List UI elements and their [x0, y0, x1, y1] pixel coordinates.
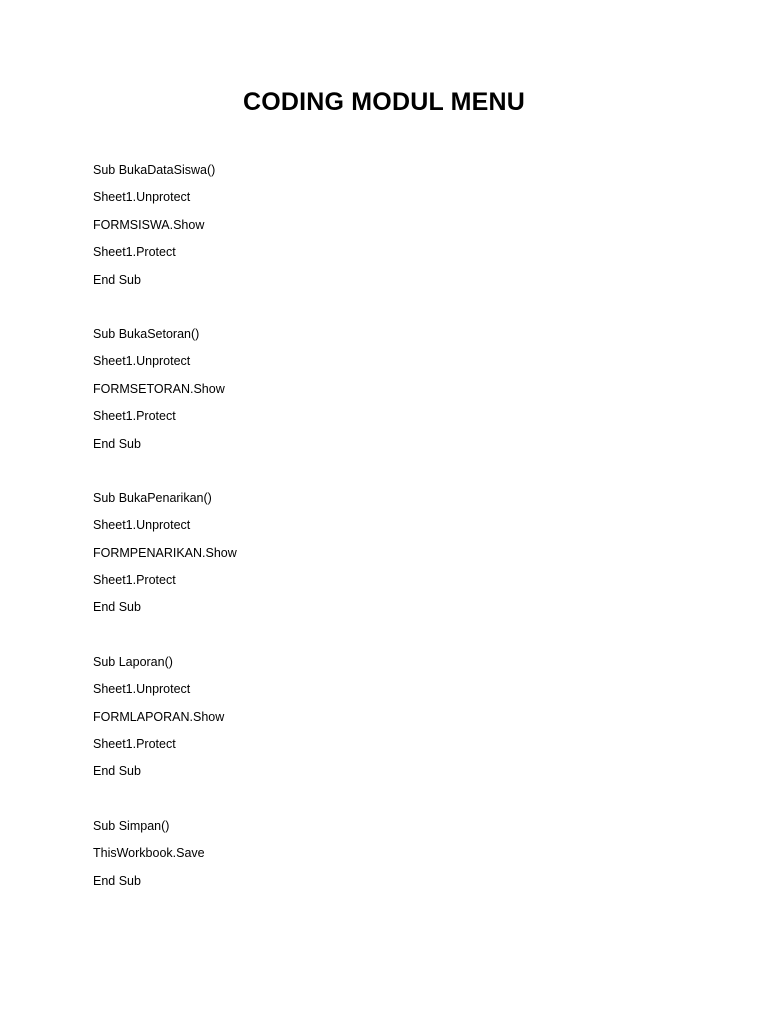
code-block-buka-data-siswa: [93, 157, 693, 294]
code-line: End Sub: [93, 764, 141, 779]
code-block-buka-penarikan: [93, 485, 693, 622]
document-title: CODING MODUL MENU: [242, 88, 526, 116]
code-line: Sheet1.Unprotect: [93, 518, 191, 533]
code-line: Sheet1.Protect: [93, 737, 176, 752]
code-line: End Sub: [93, 600, 141, 615]
code-line: Sheet1.Unprotect: [93, 682, 191, 697]
code-listing: [93, 157, 693, 922]
code-line: Sub Simpan(): [93, 818, 170, 833]
code-block-laporan: [93, 649, 693, 786]
code-line: FORMSISWA.Show: [93, 217, 205, 232]
code-line: Sub BukaPenarikan(): [93, 490, 212, 505]
code-line: Sheet1.Protect: [93, 573, 176, 588]
code-line: End Sub: [93, 272, 141, 287]
code-line: End Sub: [93, 873, 141, 888]
code-line: End Sub: [93, 436, 141, 451]
code-block-buka-setoran: [93, 321, 693, 458]
code-line: FORMSETORAN.Show: [93, 381, 225, 396]
code-line: FORMLAPORAN.Show: [93, 709, 225, 724]
code-line: Sheet1.Unprotect: [93, 354, 191, 369]
code-line: Sheet1.Unprotect: [93, 190, 191, 205]
code-line: ThisWorkbook.Save: [93, 846, 205, 861]
code-line: FORMPENARIKAN.Show: [93, 545, 237, 560]
code-line: Sheet1.Protect: [93, 245, 176, 260]
code-line: Sheet1.Protect: [93, 409, 176, 424]
code-line: Sub BukaSetoran(): [93, 326, 200, 341]
code-block-simpan: [93, 813, 693, 895]
code-line: Sub BukaDataSiswa(): [93, 163, 216, 177]
code-line: Sub Laporan(): [93, 654, 173, 669]
